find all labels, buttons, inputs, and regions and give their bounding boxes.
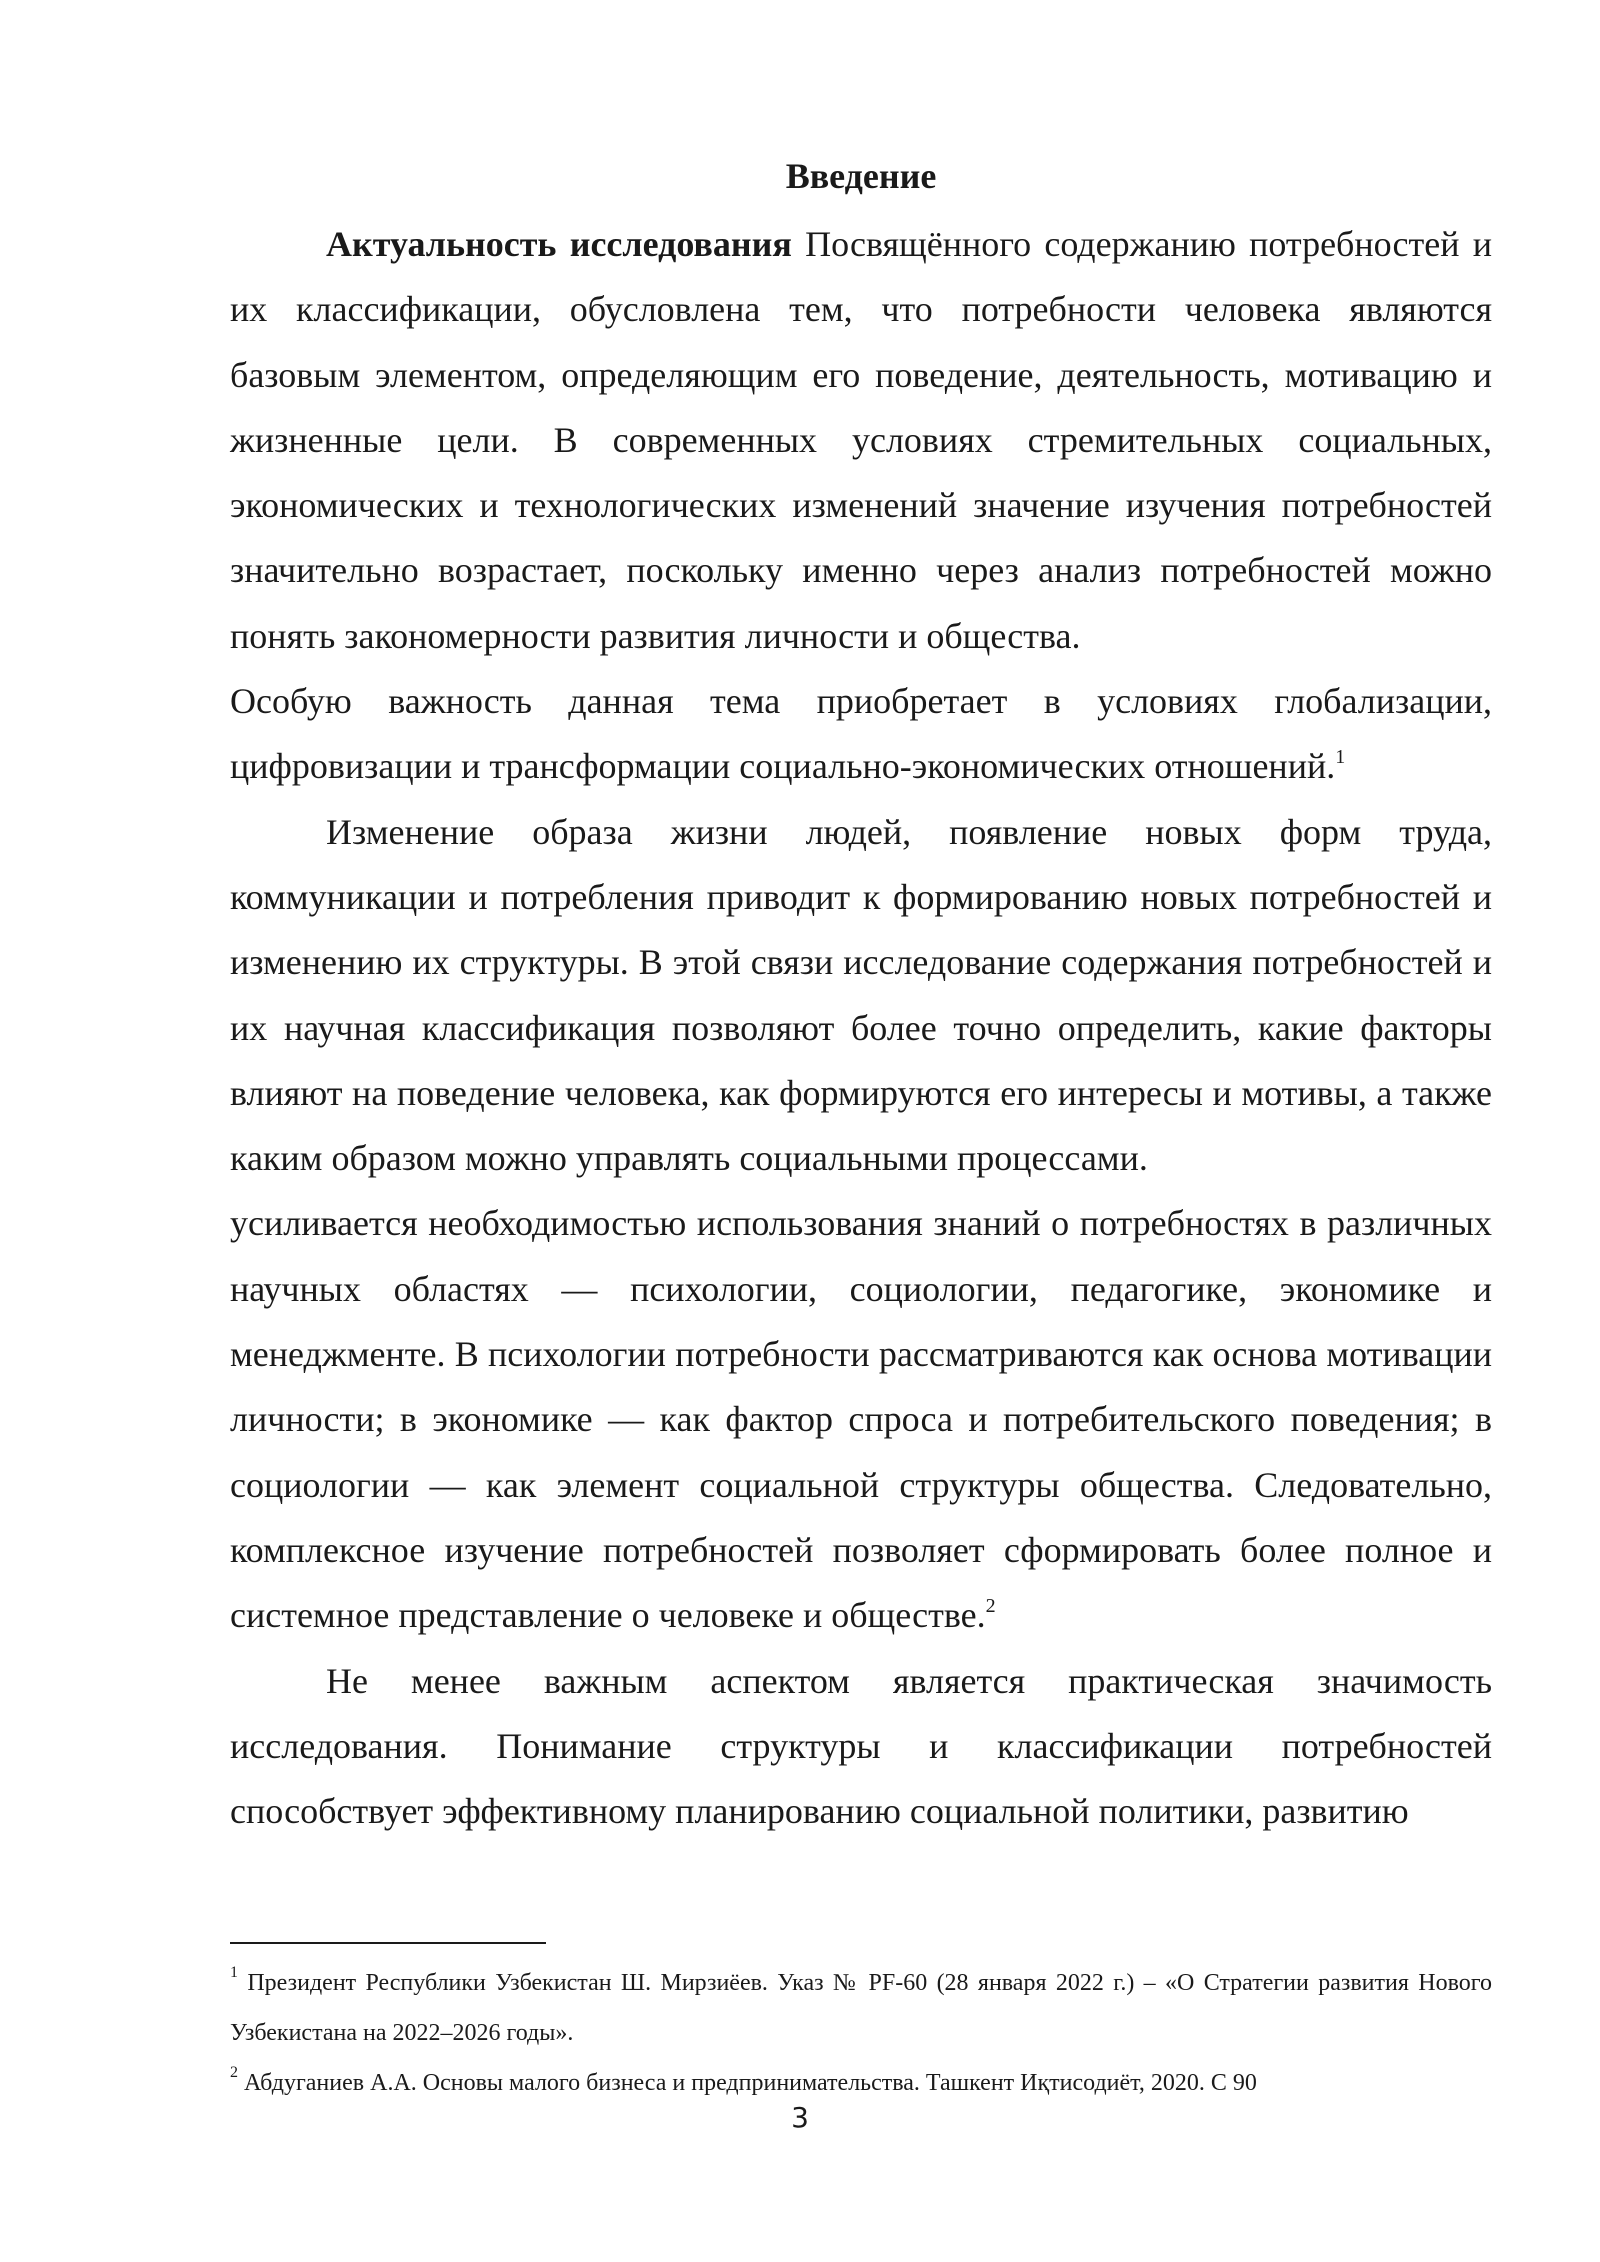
footnote-1 (230, 1958, 1492, 2058)
paragraph-lifestyle-change (230, 800, 1492, 1192)
footnotes (230, 1942, 1492, 2108)
paragraph-relevance (230, 212, 1492, 669)
footnote-ref-1[interactable]: 1 (1335, 746, 1346, 769)
paragraph-text: Особую важность данная тема приобретает в условиях глобализации, цифровизации и трансформации социально-экономических отношений. (230, 681, 1492, 787)
page-body (230, 150, 1492, 1844)
footnote-separator (230, 1942, 546, 1944)
paragraph-text: Изменение образа жизни людей, появление новых форм труда, коммуникации и потребления приводит к формированию новых потребностей и изменению их структуры. В этой связи исследование содержания потребностей и их научная классификация позволяют более точно определить, какие факторы влияют на поведение человека, как формируются его интересы и мотивы, а также каким образом можно управлять социальными процессами. (230, 811, 1492, 1179)
lead-phrase: Актуальность исследования (326, 224, 792, 264)
paragraph-scientific-fields (230, 1191, 1492, 1648)
page-number: 3 (791, 2101, 809, 2134)
paragraph-text: Посвящённого содержанию потребностей и их классификации, обусловлена тем, что потребности человека являются базовым элементом, определяющим его поведение, деятельность, мотивацию и жизненные цели. В современных условиях стремительных социальных, экономических и технологических изменений значение изучения потребностей значительно возрастает, поскольку именно через анализ потребностей можно понять закономерности развития личности и общества. (230, 224, 1492, 656)
paragraph-text: усиливается необходимостью использования знаний о потребностях в различных научных областях — психологии, социологии, педагогике, экономике и менеджменте. В психологии потребности рассматриваются как основа мотивации личности; в экономике — как фактор спроса и потребительского поведения; в социологии — как элемент социальной структуры общества. Следовательно, комплексное изучение потребностей позволяет сформировать более полное и системное представление о человеке и обществе. (230, 1203, 1492, 1636)
paragraph-importance (230, 669, 1492, 800)
footnote-text: Абдуганиев А.А. Основы малого бизнеса и предпринимательства. Ташкент Иқтисодиёт, 2020. С 90 (238, 2070, 1257, 2096)
section-heading: Введение (785, 156, 937, 196)
paragraph-practical-significance (230, 1649, 1492, 1845)
footnote-text: Президент Республики Узбекистан Ш. Мирзиёев. Указ № PF-60 (28 января 2022 г.) – «О Стратегии развития Нового Узбекистана на 2022–2026 годы». (230, 1970, 1492, 2046)
footnote-mark: 2 (230, 2064, 238, 2081)
paragraph-text: Не менее важным аспектом является практическая значимость исследования. Понимание структуры и классификации потребностей способствует эффективному планированию социальной политики, развитию (230, 1660, 1492, 1832)
footnote-ref-2[interactable]: 2 (985, 1595, 996, 1618)
footnote-mark: 1 (230, 1964, 238, 1981)
